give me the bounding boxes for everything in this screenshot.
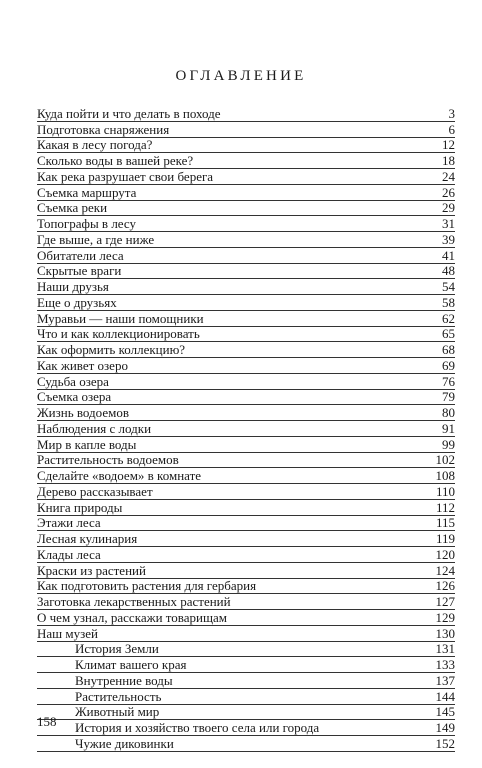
toc-entry-title: Судьба озера: [37, 373, 109, 389]
toc-subentry: [37, 673, 455, 689]
toc-entry: [37, 453, 455, 469]
toc-entry-page: 62: [442, 310, 455, 326]
toc-entry-title: Как подготовить растения для гербария: [37, 578, 257, 594]
toc-entry: [37, 153, 455, 169]
toc-entry-title: Дерево рассказывает: [37, 483, 153, 499]
toc-entry-page: 152: [435, 735, 455, 751]
toc-entry-page: 120: [435, 546, 455, 562]
toc-entry: [37, 185, 455, 201]
toc-entry-title: Сколько воды в вашей реке?: [37, 153, 194, 168]
toc-entry: [37, 311, 455, 327]
toc-entry: [37, 248, 455, 264]
toc-entry: [37, 500, 455, 516]
toc-entry-title: Растительность: [75, 688, 162, 704]
toc-entry-page: 108: [435, 468, 455, 483]
toc-entry: [37, 516, 455, 532]
toc-entry-page: 68: [442, 342, 455, 357]
toc-entry-page: 18: [442, 153, 455, 168]
toc-entry-title: История и хозяйство твоего села или города: [75, 720, 320, 735]
toc-subentry: [37, 689, 455, 705]
toc-entry-title: Наблюдения с лодки: [37, 420, 152, 436]
toc-entry-title: Этажи леса: [37, 515, 101, 531]
toc-subentry: [37, 642, 455, 658]
toc-entry-page: 39: [442, 231, 455, 247]
page-title: ОГЛАВЛЕНИЕ: [175, 68, 307, 84]
toc-entry-title: История Земли: [75, 641, 159, 657]
toc-entry: [37, 122, 455, 138]
toc-entry-title: Внутренние воды: [75, 672, 173, 688]
toc-entry-title: Наш музей: [37, 625, 99, 641]
toc-entry-page: 6: [448, 121, 455, 137]
toc-entry: [37, 437, 455, 453]
toc-entry-title: Скрытые враги: [37, 263, 122, 279]
toc-entry-page: 79: [442, 389, 455, 405]
toc-entry-title: Где выше, а где ниже: [37, 231, 155, 247]
toc-entry: [37, 468, 455, 484]
toc-subentry: [37, 705, 455, 721]
toc-entry: [37, 626, 455, 642]
toc-entry: [37, 342, 455, 358]
toc-entry-page: 41: [442, 247, 455, 263]
toc-entry-title: Муравьи — наши помощники: [37, 310, 204, 326]
toc-entry-page: 115: [435, 515, 455, 531]
toc-entry-page: 24: [442, 168, 455, 184]
toc-entry: [37, 295, 455, 311]
toc-entry-title: Сделайте «водоем» в комнате: [37, 468, 202, 483]
toc-entry-page: 133: [435, 657, 455, 672]
toc-entry-title: Обитатели леса: [37, 247, 124, 263]
toc-entry-title: Чужие диковинки: [75, 735, 174, 751]
toc-entry-page: 26: [442, 184, 455, 200]
toc-entry-title: Подготовка снаряжения: [37, 121, 170, 137]
toc-entry: [37, 264, 455, 280]
toc-subentry: [37, 657, 455, 673]
toc-entry-page: 12: [442, 137, 455, 153]
toc-entry-title: Что и как коллекционировать: [37, 326, 200, 342]
toc-entry-page: 129: [435, 609, 455, 625]
toc-entry-page: 149: [435, 720, 455, 735]
toc-entry-title: Куда пойти и что делать в походе: [37, 105, 221, 121]
toc-entry-page: 102: [435, 452, 455, 468]
toc-subentry: [37, 736, 455, 752]
toc-entry-page: 119: [435, 531, 455, 546]
toc-entry-page: 99: [442, 436, 455, 452]
toc-entry-title: Съемка озера: [37, 389, 112, 405]
toc-entry-title: Съемка маршрута: [37, 184, 137, 200]
toc-entry-title: О чем узнал, расскажи товарищам: [37, 609, 227, 625]
table-of-contents: [37, 106, 455, 752]
toc-entry-page: 127: [435, 594, 455, 609]
toc-entry-page: 48: [442, 263, 455, 279]
toc-entry-title: Топографы в лесу: [37, 216, 136, 231]
toc-entry-title: Какая в лесу погода?: [37, 137, 153, 153]
toc-entry-title: Еще о друзьях: [37, 294, 117, 310]
toc-entry-page: 76: [442, 373, 455, 389]
page-number: 158: [37, 714, 57, 729]
toc-entry-page: 80: [442, 405, 455, 420]
toc-entry: [37, 106, 455, 122]
toc-entry: [37, 547, 455, 563]
toc-entry-page: 124: [435, 562, 455, 578]
toc-entry: [37, 374, 455, 390]
toc-entry: [37, 358, 455, 374]
toc-entry: [37, 279, 455, 295]
toc-entry-title: Мир в капле воды: [37, 436, 137, 452]
toc-entry-page: 58: [442, 294, 455, 310]
toc-entry: [37, 327, 455, 343]
toc-entry-title: Заготовка лекарственных растений: [37, 594, 231, 609]
toc-entry-title: Лесная кулинария: [37, 531, 138, 546]
toc-entry: [37, 405, 455, 421]
toc-entry: [37, 216, 455, 232]
toc-entry: [37, 201, 455, 217]
toc-entry-page: 126: [435, 578, 455, 594]
toc-entry-page: 110: [435, 483, 455, 499]
toc-entry-page: 3: [448, 105, 455, 121]
toc-entry-page: 65: [442, 326, 455, 342]
toc-entry-title: Книга природы: [37, 499, 123, 515]
toc-entry: [37, 232, 455, 248]
toc-entry: [37, 531, 455, 547]
toc-entry-title: Животный мир: [75, 704, 160, 720]
toc-entry-title: Как оформить коллекцию?: [37, 342, 186, 357]
toc-entry-page: 31: [442, 216, 455, 231]
toc-entry: [37, 390, 455, 406]
toc-entry: [37, 610, 455, 626]
toc-entry-title: Клады леса: [37, 546, 101, 562]
toc-entry-page: 131: [435, 641, 455, 657]
toc-entry-page: 91: [442, 420, 455, 436]
toc-entry-title: Наши друзья: [37, 279, 109, 294]
toc-entry-title: Растительность водоемов: [37, 452, 179, 468]
toc-entry-title: Краски из растений: [37, 562, 146, 578]
toc-entry-page: 69: [442, 357, 455, 373]
toc-entry: [37, 563, 455, 579]
toc-entry: [37, 594, 455, 610]
toc-entry: [37, 421, 455, 437]
toc-entry-title: Климат вашего края: [75, 657, 187, 672]
toc-entry-page: 112: [435, 499, 455, 515]
toc-subentry: [37, 720, 455, 736]
toc-entry-page: 54: [442, 279, 455, 294]
toc-entry-page: 145: [435, 704, 455, 720]
toc-entry-page: 144: [435, 688, 455, 704]
toc-entry-page: 130: [435, 625, 455, 641]
toc-entry: [37, 579, 455, 595]
toc-entry-page: 137: [435, 672, 455, 688]
toc-entry-title: Съемка реки: [37, 200, 108, 216]
toc-entry-title: Как живет озеро: [37, 357, 128, 373]
toc-entry-title: Как река разрушает свои берега: [37, 168, 214, 184]
toc-entry-title: Жизнь водоемов: [37, 405, 129, 420]
toc-entry: [37, 138, 455, 154]
toc-entry: [37, 169, 455, 185]
toc-entry: [37, 484, 455, 500]
toc-entry-page: 29: [442, 200, 455, 216]
